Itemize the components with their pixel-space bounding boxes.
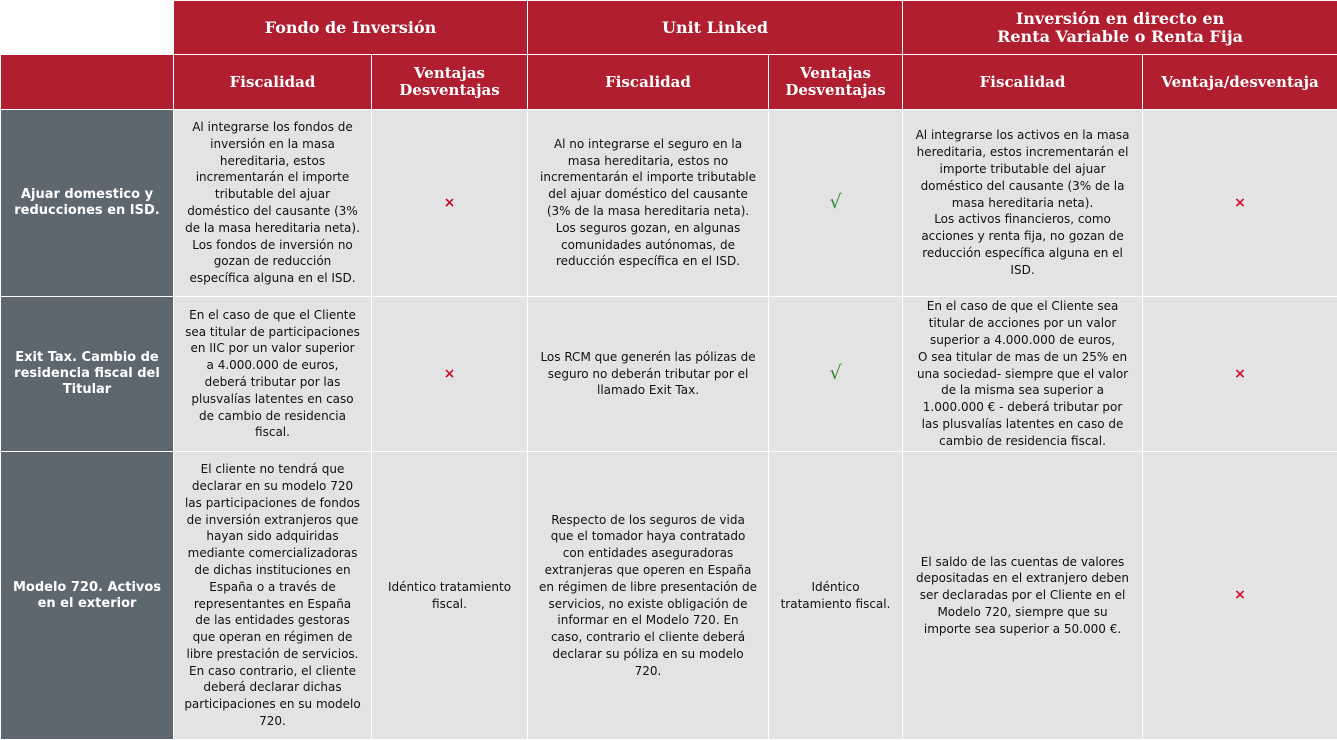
cell-text: Idéntico tratamiento fiscal. [375, 579, 524, 613]
directo-fiscalidad-cell [903, 297, 1143, 452]
row-label-text: Modelo 720. Activos en el exterior [4, 580, 170, 612]
check-icon: √ [829, 194, 841, 211]
cell-text: El cliente no tendrá que declarar en su modelo 720 las participaciones de fondos de inversión extranjeros que hayan sido adquiridas mediante comercializadoras de dichas instituciones en España o a través de representantes en España de las entidades gestoras que operan en régimen de libre prestación de servicios. En caso contrario, el cliente deberá declarar dichas participaciones en su modelo 720. [177, 461, 368, 730]
table-row [1, 110, 1337, 297]
sub-header-label: Ventajas Desventajas [772, 65, 899, 99]
fondo-ventajas-cell [372, 452, 528, 740]
sub-header-label: Fiscalidad [531, 74, 765, 91]
group-header-label: Fondo de Inversión [177, 19, 524, 37]
cell-text: En el caso de que el Cliente sea titular de participaciones en IIC por un valor superior a 4.000.000 de euros, deberá tributar por las plusvalías latentes en caso de cambio de residencia fiscal. [177, 307, 368, 441]
group-header-fondo [174, 1, 528, 55]
row-label [1, 452, 174, 740]
cross-icon: × [444, 366, 456, 383]
sub-header-label: Fiscalidad [906, 74, 1139, 91]
fondo-fiscalidad-cell [174, 297, 372, 452]
cell-text: Al integrarse los activos en la masa hereditaria, estos incrementarán el importe tributable del ajuar doméstico del causante (3% de la masa hereditaria neta). Los activos financieros, como acciones y renta fija, no gozan de reducción específica alguna en el ISD. [906, 127, 1139, 278]
sub-header-label: Fiscalidad [177, 74, 368, 91]
sub-header-fondo-fiscalidad [174, 55, 372, 110]
sub-header-spacer [1, 55, 174, 110]
directo-ventaja-cell [1143, 297, 1337, 452]
table-row [1, 297, 1337, 452]
row-label-text: Exit Tax. Cambio de residencia fiscal del Titular [4, 350, 170, 398]
group-header-label: Inversión en directo en Renta Variable o Renta Fija [906, 10, 1334, 46]
cell-text: Respecto de los seguros de vida que el tomador haya contratado con entidades aseguradoras extranjeras que operen en España en régimen de libre presentación de servicios, no existe obligación de informar en el Modelo 720. En caso, contrario el cliente deberá declarar su póliza en su modelo 720. [531, 512, 765, 680]
cell-text: Los RCM que generén las pólizas de seguro no deberán tributar por el llamado Exit Tax. [531, 349, 765, 399]
directo-ventaja-cell [1143, 110, 1337, 297]
sub-header-label: Ventajas Desventajas [375, 65, 524, 99]
unit-fiscalidad-cell [528, 452, 769, 740]
fondo-ventajas-cell [372, 110, 528, 297]
cell-text: En el caso de que el Cliente sea titular de acciones por un valor superior a 4.000.000 de euros, O sea titular de mas de un 25% en una sociedad- siempre que el valor de la misma sea superior a 1.000.000 € - deberá tributar por las plusvalías latentes en caso de cambio de residencia fiscal. [906, 298, 1139, 449]
group-header-row [1, 1, 1337, 55]
directo-ventaja-cell [1143, 452, 1337, 740]
sub-header-unit-ventajas [769, 55, 903, 110]
fondo-fiscalidad-cell [174, 452, 372, 740]
cell-text: Al no integrarse el seguro en la masa hereditaria, estos no incrementarán el importe tributable del ajuar doméstico del causante (3% de la masa hereditaria neta). Los seguros gozan, en algunas comunidades autónomas, de reducción específica en el ISD. [531, 136, 765, 270]
check-icon: √ [829, 365, 841, 382]
fondo-fiscalidad-cell [174, 110, 372, 297]
fondo-ventajas-cell [372, 297, 528, 452]
unit-ventajas-cell [769, 110, 903, 297]
table-row [1, 452, 1337, 740]
cell-text: El saldo de las cuentas de valores depositadas en el extranjero deben ser declaradas por el Cliente en el Modelo 720, siempre que su importe sea superior a 50.000 €. [906, 554, 1139, 638]
directo-fiscalidad-cell [903, 452, 1143, 740]
corner-cell [1, 1, 174, 55]
unit-ventajas-cell [769, 297, 903, 452]
sub-header-unit-fiscalidad [528, 55, 769, 110]
cell-text: Al integrarse los fondos de inversión en la masa hereditaria, estos incrementarán el importe tributable del ajuar doméstico del causante (3% de la masa hereditaria neta). Los fondos de inversión no gozan de reducción específica alguna en el ISD. [177, 119, 368, 287]
sub-header-fondo-ventajas [372, 55, 528, 110]
cell-text: Idéntico tratamiento fiscal. [772, 579, 899, 613]
unit-ventajas-cell [769, 452, 903, 740]
sub-header-row [1, 55, 1337, 110]
row-label [1, 297, 174, 452]
row-label-text: Ajuar domestico y reducciones en ISD. [4, 187, 170, 219]
unit-fiscalidad-cell [528, 297, 769, 452]
unit-fiscalidad-cell [528, 110, 769, 297]
cross-icon: × [444, 195, 456, 212]
cross-icon: × [1234, 195, 1246, 212]
group-header-label: Unit Linked [531, 19, 899, 37]
group-header-unit-linked [528, 1, 903, 55]
row-label [1, 110, 174, 297]
cross-icon: × [1234, 587, 1246, 604]
group-header-inversion-directo [903, 1, 1337, 55]
cross-icon: × [1234, 366, 1246, 383]
sub-header-label: Ventaja/desventaja [1146, 74, 1334, 91]
sub-header-directo-fiscalidad [903, 55, 1143, 110]
directo-fiscalidad-cell [903, 110, 1143, 297]
sub-header-directo-ventaja [1143, 55, 1337, 110]
